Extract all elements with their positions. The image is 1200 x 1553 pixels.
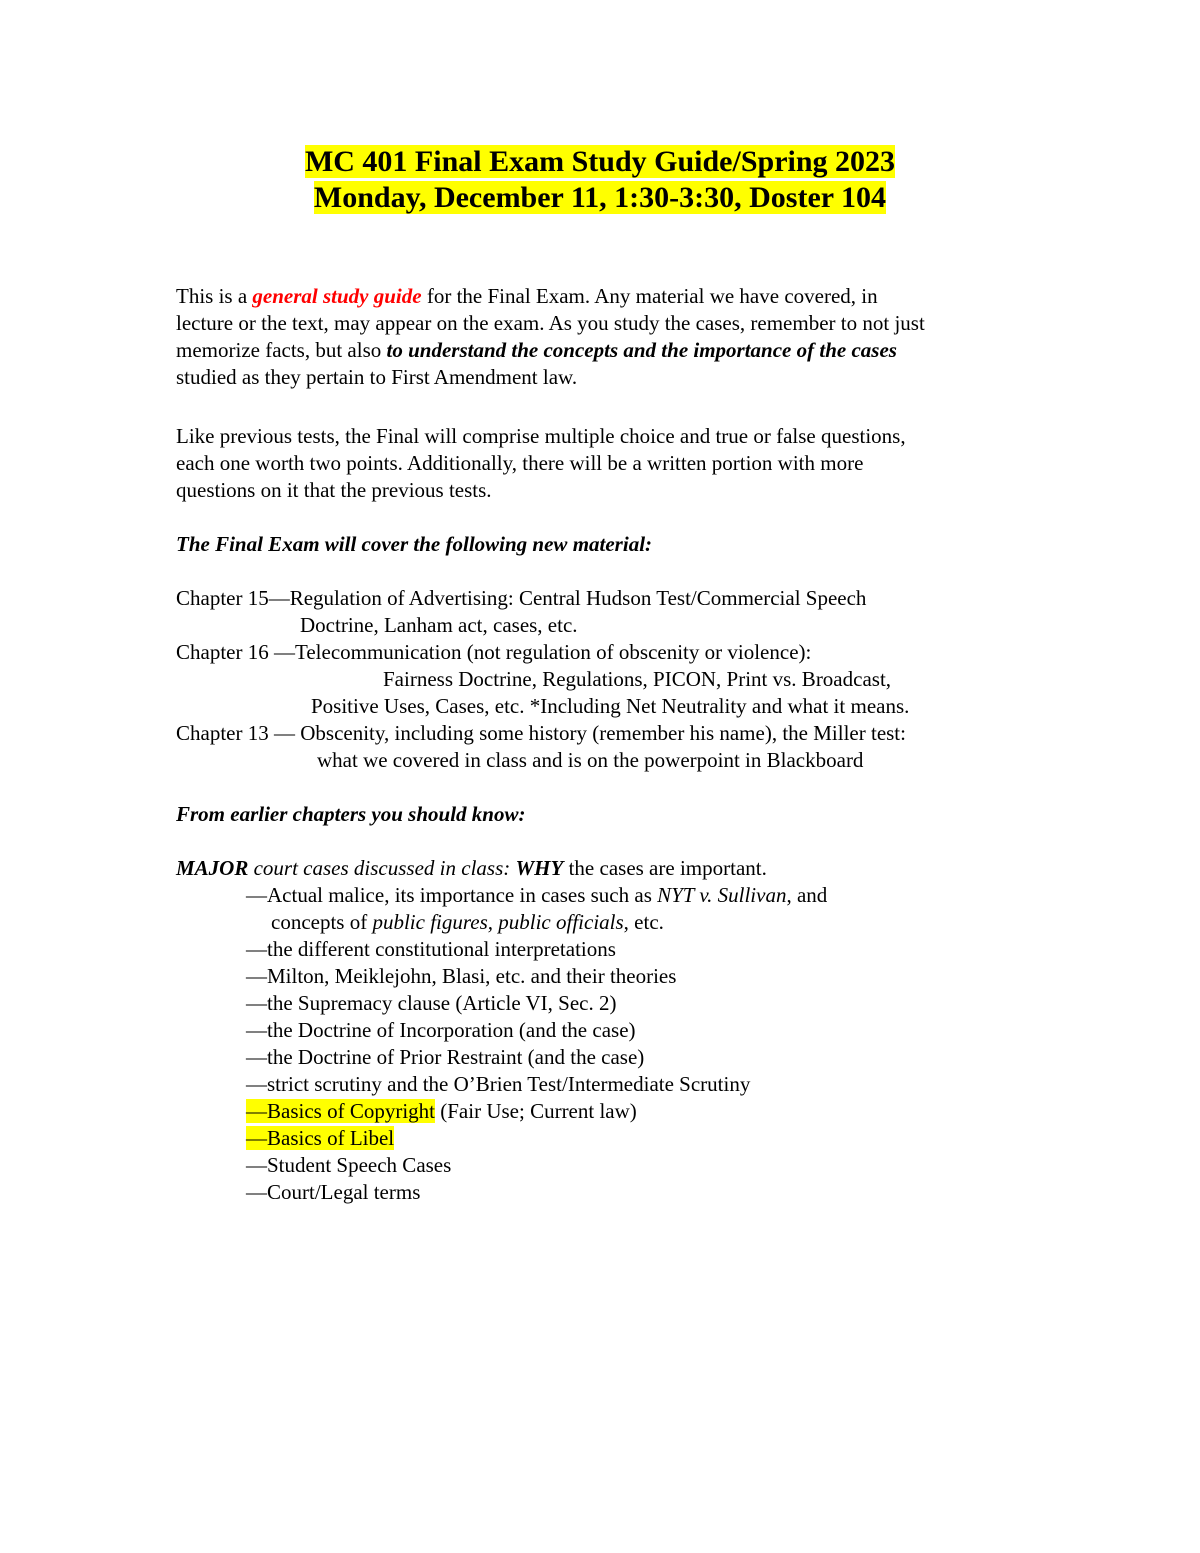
intro-line-2: lecture or the text, may appear on the exam. As you study the cases, remember to not just [176,311,925,335]
ch16-line-2: Fairness Doctrine, Regulations, PICON, Print vs. Broadcast, [383,667,892,691]
ch13-line-1: Chapter 13 — Obscenity, including some history (remember his name), the Miller test: [176,721,906,745]
p2-line-2: each one worth two points. Additionally, there will be a written portion with more [176,451,864,475]
intro-paragraph-2 [176,423,906,504]
list-item: —Student Speech Cases [246,1153,452,1177]
ch15-line-1: Chapter 15—Regulation of Advertising: Central Hudson Test/Commercial Speech [176,586,867,610]
ch15-line-2: Doctrine, Lanham act, cases, etc. [300,613,578,637]
chapter-16 [176,639,909,720]
new-material-heading: The Final Exam will cover the following new material: [176,532,653,556]
chapter-13 [176,720,906,774]
intro-line-3: memorize facts, but also to understand the concepts and the importance of the cases [176,338,897,362]
general-study-guide-emphasis: general study guide [252,284,422,308]
p2-line-3: questions on it that the previous tests. [176,478,492,502]
list-item: —the Supremacy clause (Article VI, Sec. 2) [246,991,617,1015]
title-line-1: MC 401 Final Exam Study Guide/Spring 2023 [304,145,896,178]
ch16-line-3: Positive Uses, Cases, etc. *Including Net Neutrality and what it means. [311,694,910,718]
list-item: —strict scrutiny and the O’Brien Test/Intermediate Scrutiny [246,1072,751,1096]
intro-paragraph-1 [176,283,925,391]
major-cases-line: MAJOR court cases discussed in class: WHY the cases are important. [176,856,767,880]
list-item: —the Doctrine of Incorporation (and the case) [246,1018,636,1042]
intro-line-4: studied as they pertain to First Amendment law. [176,365,578,389]
list-item: —the different constitutional interpretations [246,937,616,961]
list-item: —Actual malice, its importance in cases such as NYT v. Sullivan, and [246,883,828,907]
ch16-line-1: Chapter 16 —Telecommunication (not regulation of obscenity or violence): [176,640,812,664]
list-item-copyright: —Basics of Copyright (Fair Use; Current law) [246,1099,637,1123]
earlier-chapters-heading: From earlier chapters you should know: [176,802,526,826]
list-item: —Court/Legal terms [246,1180,421,1204]
ch13-line-2: what we covered in class and is on the powerpoint in Blackboard [317,748,864,772]
chapter-15 [176,585,866,639]
list-item-libel: —Basics of Libel [246,1126,395,1150]
list-item: —the Doctrine of Prior Restraint (and the case) [246,1045,645,1069]
list-item: concepts of public figures, public officials, etc. [271,910,664,934]
intro-line-1: This is a general study guide for the Final Exam. Any material we have covered, in [176,284,878,308]
title-line-2: Monday, December 11, 1:30-3:30, Doster 104 [313,181,887,214]
concepts-emphasis: to understand the concepts and the importance of the cases [386,338,897,362]
list-item: —Milton, Meiklejohn, Blasi, etc. and their theories [246,964,677,988]
earlier-topics-list [246,882,827,1206]
p2-line-1: Like previous tests, the Final will comprise multiple choice and true or false questions, [176,424,906,448]
